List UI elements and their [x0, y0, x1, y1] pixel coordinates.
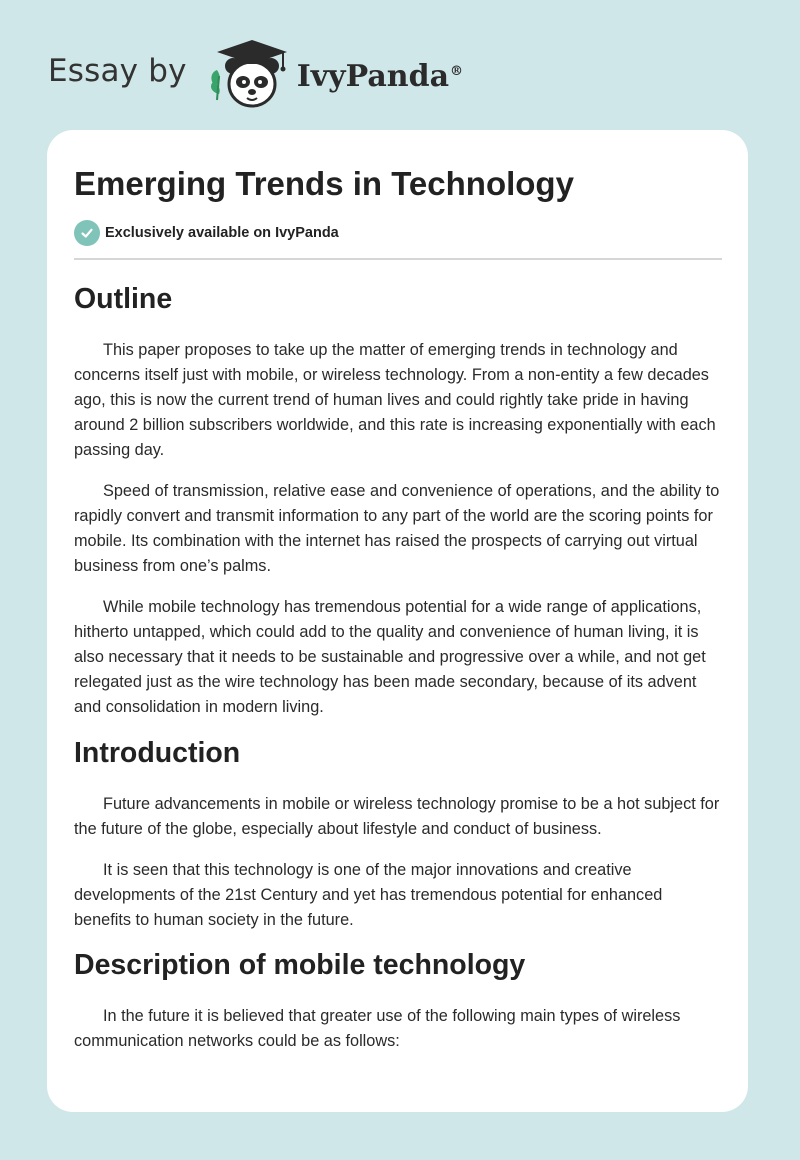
paragraph: While mobile technology has tremendous potential for a wide range of applications, hitherto untapped, which could add to the quality and convenience of human living, it is also necessary that it needs to be sustainable and progressive over a while, and not get relegated just as the wire technology has been made secondary, because of its advent and consolidation in modern living.	[74, 598, 706, 716]
essay-card	[47, 130, 748, 1112]
site-header	[48, 34, 463, 114]
brand-name: IvyPanda®	[296, 58, 464, 94]
section-heading-introduction: Introduction	[74, 737, 241, 769]
check-icon	[74, 220, 100, 246]
section-heading-description: Description of mobile technology	[74, 949, 526, 981]
paragraph: Future advancements in mobile or wireless technology promise to be a hot subject for the future of the globe, especially about lifestyle and conduct of business.	[74, 795, 720, 838]
exclusive-badge-label: Exclusively available on IvyPanda	[105, 225, 339, 241]
paragraph: This paper proposes to take up the matter of emerging trends in technology and concerns itself just with mobile, or wireless technology. From a non-entity a few decades ago, this is now the current trend of human lives and could rightly take pride in having around 2 billion subscribers worldwide, and this rate is increasing exponentially with each passing day.	[74, 341, 716, 459]
section-heading-outline: Outline	[74, 283, 173, 315]
exclusive-badge	[74, 220, 722, 246]
paragraph: Speed of transmission, relative ease and convenience of operations, and the ability to rapidly convert and transmit information to any part of the world are the scoring points for mobile. Its combination with the internet has raised the prospects of carrying out virtual business from one’s palms.	[74, 482, 720, 575]
paragraph: It is seen that this technology is one of the major innovations and creative developments of the 21st Century and yet has tremendous potential for enhanced benefits to human society in the future.	[74, 861, 663, 929]
registered-mark: ®	[450, 63, 464, 79]
panda-graduation-cap-icon	[205, 36, 293, 112]
page-title: Emerging Trends in Technology	[74, 165, 574, 202]
divider	[74, 258, 722, 260]
essay-by-label: Essay by	[48, 53, 187, 89]
paragraph: In the future it is believed that greater use of the following main types of wireless communication networks could be as follows:	[74, 1007, 681, 1050]
